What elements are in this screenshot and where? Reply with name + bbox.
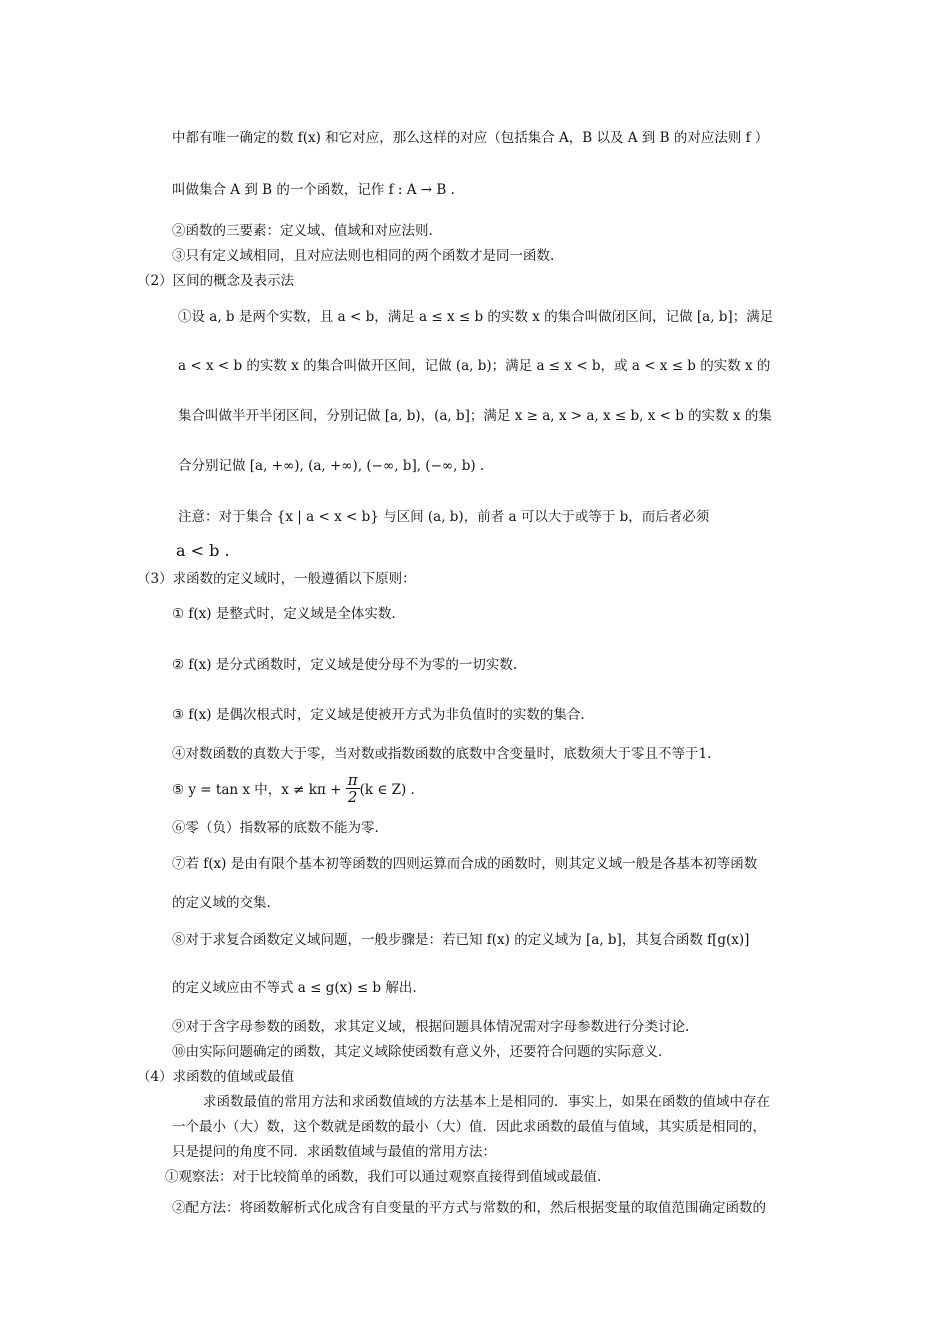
paragraph-line-1: 求函数最值的常用方法和求函数值域的方法基本上是相同的．事实上，如果在函数的值域中存在 (203, 1094, 770, 1110)
rule-2: ② f(x) 是分式函数时，定义域是使分母不为零的一切实数. (172, 657, 518, 673)
text-line-3: ②函数的三要素：定义域、值域和对应法则. (172, 223, 433, 239)
note-line-cont: a < b . (176, 541, 230, 560)
rule-5 (172, 771, 415, 807)
rule-6: ⑥零（负）指数幂的底数不能为零. (172, 820, 379, 836)
text-line-9: 合分别记做 [a, +∞), (a, +∞), (−∞, b], (−∞, b) . (178, 458, 485, 474)
text-line-6: ①设 a, b 是两个实数，且 a < b，满足 a ≤ x ≤ b 的实数 x 的集合叫做闭区间，记做 [a, b]；满足 (178, 309, 774, 325)
rule-9: ⑨对于含字母参数的函数，求其定义域，根据问题具体情况需对字母参数进行分类讨论. (172, 1019, 690, 1035)
rule-5-tail: (k ∈ Z) . (359, 782, 415, 798)
paragraph-line-3: 只是提问的角度不同．求函数值域与最值的常用方法： (172, 1144, 496, 1160)
rule-5-text: ⑤ y = tan x 中，x ≠ kπ + (172, 782, 346, 798)
rule-3: ③ f(x) 是偶次根式时，定义域是使被开方式为非负值时的实数的集合. (172, 707, 585, 723)
text-line-2: 叫做集合 A 到 B 的一个函数，记作 f : A → B . (172, 182, 455, 198)
text-line-7: a < x < b 的实数 x 的集合叫做开区间，记做 (a, b)；满足 a ≤ x < b，或 a < x ≤ b 的实数 x 的 (178, 358, 771, 374)
rule-10: ⑩由实际问题确定的函数，其定义域除使函数有意义外，还要符合问题的实际意义. (172, 1044, 663, 1060)
text-line-4: ③只有定义域相同，且对应法则也相同的两个函数才是同一函数. (172, 248, 555, 264)
text-line-1: 中都有唯一确定的数 f(x) 和它对应，那么这样的对应（包括集合 A，B 以及 A 到 B 的对应法则 f ） (172, 130, 769, 146)
rule-8-cont: 的定义域应由不等式 a ≤ g(x) ≤ b 解出. (172, 980, 417, 996)
fraction-denominator: 2 (347, 788, 358, 806)
rule-8: ⑧对于求复合函数定义域问题，一般步骤是：若已知 f(x) 的定义域为 [a, b]，其复合函数 f[g(x)] (172, 932, 750, 948)
method-2: ②配方法：将函数解析式化成含有自变量的平方式与常数的和，然后根据变量的取值范围确定函数的 (172, 1200, 766, 1216)
pi-over-2-fraction (346, 772, 360, 805)
section-heading-3: （3）求函数的定义域时，一般遵循以下原则： (137, 571, 416, 587)
rule-7: ⑦若 f(x) 是由有限个基本初等函数的四则运算而合成的函数时，则其定义域一般是各基本初等函数 (172, 856, 758, 872)
text-line-8: 集合叫做半开半闭区间，分别记做 [a, b)，(a, b]；满足 x ≥ a, x > a, x ≤ b, x < b 的实数 x 的集 (178, 408, 772, 424)
note-line: 注意：对于集合 {x | a < x < b} 与区间 (a, b)，前者 a 可以大于或等于 b，而后者必须 (178, 509, 710, 525)
rule-1: ① f(x) 是整式时，定义域是全体实数. (172, 606, 396, 622)
section-heading-2: （2）区间的概念及表示法 (137, 273, 295, 289)
rule-7-cont: 的定义域的交集. (172, 895, 271, 911)
paragraph-line-2: 一个最小（大）数，这个数就是函数的最小（大）值．因此求函数的最值与值域，其实质是相同的， (172, 1119, 766, 1135)
method-1: ①观察法：对于比较简单的函数，我们可以通过观察直接得到值域或最值. (165, 1169, 602, 1185)
fraction-numerator: π (347, 771, 358, 789)
section-heading-4: （4）求函数的值域或最值 (137, 1069, 295, 1085)
rule-4: ④对数函数的真数大于零，当对数或指数函数的底数中含变量时，底数须大于零且不等于1. (172, 746, 712, 762)
